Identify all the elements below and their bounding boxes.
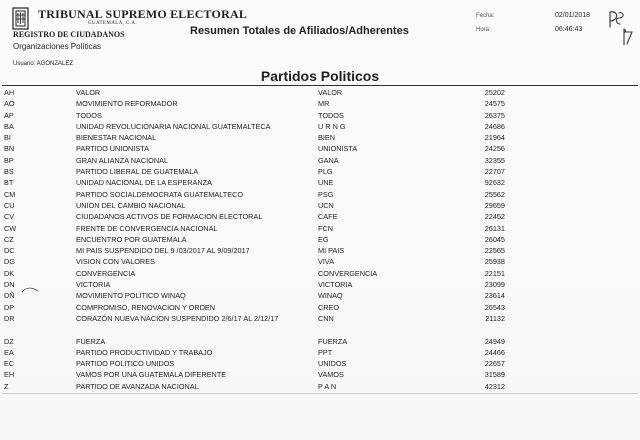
party-acronym: CREO bbox=[318, 302, 340, 312]
party-code: BI bbox=[4, 133, 11, 143]
party-acronym: MI PAIS bbox=[318, 246, 345, 256]
party-code: AO bbox=[4, 99, 15, 109]
party-code: DG bbox=[4, 257, 15, 267]
table-row bbox=[0, 121, 640, 132]
party-acronym: PPT bbox=[318, 347, 333, 357]
party-name: VAMOS POR UNA GUATEMALA DIFERENTE bbox=[76, 370, 227, 380]
subdepartment-name: Organizaciones Políticas bbox=[13, 42, 102, 51]
table-row bbox=[0, 200, 640, 211]
table-row bbox=[0, 381, 640, 392]
department-name: REGISTRO DE CIUDADANOS bbox=[13, 30, 125, 39]
time-label: Hora: bbox=[476, 27, 491, 33]
table-row bbox=[0, 223, 640, 234]
table-row bbox=[0, 302, 640, 313]
party-acronym: VALOR bbox=[318, 88, 343, 97]
date-value: 02/01/2018 bbox=[555, 12, 591, 19]
party-code: BS bbox=[4, 167, 14, 177]
party-member-count: 31589 bbox=[484, 370, 505, 380]
party-member-count: 26375 bbox=[484, 110, 505, 120]
table-row bbox=[0, 358, 640, 369]
party-code: CM bbox=[4, 189, 16, 199]
table-row bbox=[0, 369, 640, 380]
party-code: DC bbox=[4, 246, 15, 256]
table-row bbox=[0, 98, 640, 109]
party-acronym: CONVERGENCIA bbox=[318, 268, 378, 278]
organization-subtitle: GUATEMALA, C.A. bbox=[88, 21, 138, 26]
table-row bbox=[0, 132, 640, 143]
party-name: UNION DEL CAMBIO NACIONAL bbox=[76, 200, 186, 210]
party-name: FRENTE DE CONVERGENCIA NACIONAL bbox=[76, 223, 218, 233]
party-member-count: 22657 bbox=[484, 359, 505, 369]
party-member-count: 24256 bbox=[484, 144, 505, 154]
party-code: DN bbox=[4, 280, 15, 290]
party-acronym: FUERZA bbox=[318, 336, 348, 346]
table-row bbox=[0, 211, 640, 222]
party-name: CONVERGENCIA bbox=[76, 268, 136, 278]
table-row bbox=[0, 268, 640, 279]
party-member-count: 22707 bbox=[484, 167, 505, 177]
table-row bbox=[0, 290, 640, 301]
table-row bbox=[0, 166, 640, 177]
party-code: EH bbox=[4, 370, 15, 380]
party-member-count: 22151 bbox=[484, 268, 505, 278]
party-code: DR bbox=[4, 313, 15, 323]
party-member-count: 24575 bbox=[484, 99, 505, 109]
table-row bbox=[0, 256, 640, 267]
party-name: VISION CON VALORES bbox=[76, 257, 155, 267]
party-name: PARTIDO UNIONISTA bbox=[76, 144, 149, 154]
party-code: EA bbox=[4, 347, 14, 357]
table-row bbox=[0, 189, 640, 200]
party-member-count: 32355 bbox=[484, 155, 505, 165]
party-acronym: CAFE bbox=[318, 212, 338, 222]
party-name: FUERZA bbox=[76, 336, 106, 346]
party-code: DK bbox=[4, 268, 15, 278]
party-acronym: MR bbox=[318, 99, 330, 109]
section-title: Partidos Politicos bbox=[260, 68, 380, 84]
party-name: UNIDAD REVOLUCIONARIA NACIONAL GUATEMALTECA bbox=[76, 121, 271, 131]
party-acronym: WINAQ bbox=[318, 291, 343, 301]
party-name: UNIDAD NACIONAL DE LA ESPERANZA bbox=[76, 178, 212, 188]
party-acronym: TODOS bbox=[318, 110, 344, 120]
party-code: CU bbox=[4, 200, 15, 210]
party-code: CV bbox=[4, 212, 15, 222]
party-acronym: FCN bbox=[318, 223, 333, 233]
party-member-count: 24949 bbox=[484, 336, 505, 346]
party-acronym: UNIDOS bbox=[318, 359, 347, 369]
party-name: VICTORIA bbox=[76, 280, 111, 290]
party-member-count: 23614 bbox=[484, 291, 505, 301]
party-code: BA bbox=[4, 121, 14, 131]
party-name: PARTIDO SOCIALDEMOCRATA GUATEMALTECO bbox=[76, 189, 244, 199]
table-top-rule bbox=[2, 85, 638, 86]
party-code: DZ bbox=[4, 336, 14, 346]
table-row bbox=[0, 313, 640, 336]
party-rows bbox=[0, 87, 640, 392]
party-member-count: 22565 bbox=[484, 246, 505, 256]
table-row bbox=[0, 143, 640, 154]
party-code: BN bbox=[4, 144, 15, 154]
party-member-count: 25938 bbox=[484, 257, 505, 267]
party-member-count: 92632 bbox=[484, 178, 505, 188]
party-name: VALOR bbox=[76, 88, 101, 97]
party-acronym: PLG bbox=[318, 167, 333, 177]
table-row bbox=[0, 347, 640, 358]
table-row bbox=[0, 245, 640, 256]
party-member-count: 42312 bbox=[484, 381, 505, 391]
party-member-count: 21964 bbox=[484, 133, 505, 143]
party-member-count: 21132 bbox=[485, 313, 505, 323]
party-code: AH bbox=[4, 88, 15, 97]
party-name: GRAN ALIANZA NACIONAL bbox=[76, 155, 169, 165]
date-label: Fecha: bbox=[476, 13, 495, 19]
party-code: DP bbox=[4, 302, 15, 312]
party-member-count: 29659 bbox=[484, 200, 505, 210]
handwritten-note-icon bbox=[606, 6, 635, 49]
party-acronym: BIEN bbox=[318, 133, 336, 143]
scan-mark-icon bbox=[21, 286, 39, 294]
party-name: MOVIMIENTO REFORMADOR bbox=[76, 99, 178, 109]
party-member-count: 24466 bbox=[484, 347, 505, 357]
table-row bbox=[0, 87, 640, 98]
table-bottom-rule bbox=[2, 393, 638, 394]
time-value: 06:46:43 bbox=[555, 26, 583, 33]
party-acronym: P A N bbox=[318, 381, 337, 391]
report-user: Usuario: AGONZALEZ bbox=[13, 61, 74, 67]
party-member-count: 24686 bbox=[484, 121, 505, 131]
party-code: BP bbox=[4, 155, 14, 165]
tse-logo-icon bbox=[12, 7, 29, 30]
party-code: AP bbox=[4, 110, 14, 120]
party-code: BT bbox=[4, 178, 14, 188]
party-name: PARTIDO POLITICO UNIDOS bbox=[76, 359, 175, 369]
table-row bbox=[0, 155, 640, 166]
table-row bbox=[0, 177, 640, 188]
party-acronym: VAMOS bbox=[318, 370, 344, 380]
party-acronym: VIVA bbox=[318, 257, 335, 267]
party-name: MI PAIS SUSPENDIDO DEL 9 /03/2017 AL 9/09/2017 bbox=[76, 246, 250, 256]
party-name: PARTIDO PRODUCTIVIDAD Y TRABAJO bbox=[76, 347, 213, 357]
party-member-count: 26045 bbox=[484, 234, 505, 244]
party-acronym: UNE bbox=[318, 178, 334, 188]
table-row bbox=[0, 336, 640, 347]
party-acronym: CNN bbox=[318, 313, 334, 323]
party-code: DÑ bbox=[4, 291, 15, 301]
table-row bbox=[0, 234, 640, 245]
party-code: CZ bbox=[4, 234, 14, 244]
party-acronym: PSG bbox=[318, 189, 334, 199]
party-code: EC bbox=[4, 359, 15, 369]
party-name: TODOS bbox=[76, 110, 102, 120]
party-acronym: EG bbox=[318, 234, 329, 244]
party-name: ENCUENTRO POR GUATEMALA bbox=[76, 234, 187, 244]
party-member-count: 26543 bbox=[484, 302, 505, 312]
organization-name: TRIBUNAL SUPREMO ELECTORAL bbox=[38, 7, 248, 21]
party-member-count: 26131 bbox=[484, 223, 505, 233]
table-row bbox=[0, 279, 640, 290]
report-title: Resumen Totales de Afiliados/Adherentes bbox=[190, 25, 409, 37]
party-name: COMPROMISO, RENOVACION Y ORDEN bbox=[76, 302, 216, 312]
party-member-count: 23099 bbox=[484, 280, 505, 290]
party-code: Z bbox=[4, 381, 9, 391]
party-acronym: UNIONISTA bbox=[318, 144, 358, 154]
party-acronym: U R N G bbox=[318, 121, 346, 131]
table-row bbox=[0, 110, 640, 121]
party-member-count: 25562 bbox=[484, 189, 505, 199]
party-name: PARTIDO DE AVANZADA NACIONAL bbox=[76, 381, 199, 391]
party-code: CW bbox=[4, 223, 17, 233]
party-acronym: UCN bbox=[318, 200, 334, 210]
party-acronym: VICTORIA bbox=[318, 280, 353, 290]
party-name: MOVIMIENTO POLITICO WINAQ bbox=[76, 291, 186, 301]
party-name: PARTIDO LIBERAL DE GUATEMALA bbox=[76, 167, 199, 177]
party-name: BIENESTAR NACIONAL bbox=[76, 133, 157, 143]
party-name: CIUDADANOS ACTIVOS DE FORMACION ELECTORAL bbox=[76, 212, 263, 222]
party-name: CORAZÓN NUEVA NACION SUSPENDIDO 2/6/17 AL 2/12/17 bbox=[76, 313, 279, 323]
party-member-count: 25202 bbox=[484, 88, 505, 97]
party-member-count: 22452 bbox=[484, 212, 505, 222]
party-acronym: GANA bbox=[318, 155, 339, 165]
